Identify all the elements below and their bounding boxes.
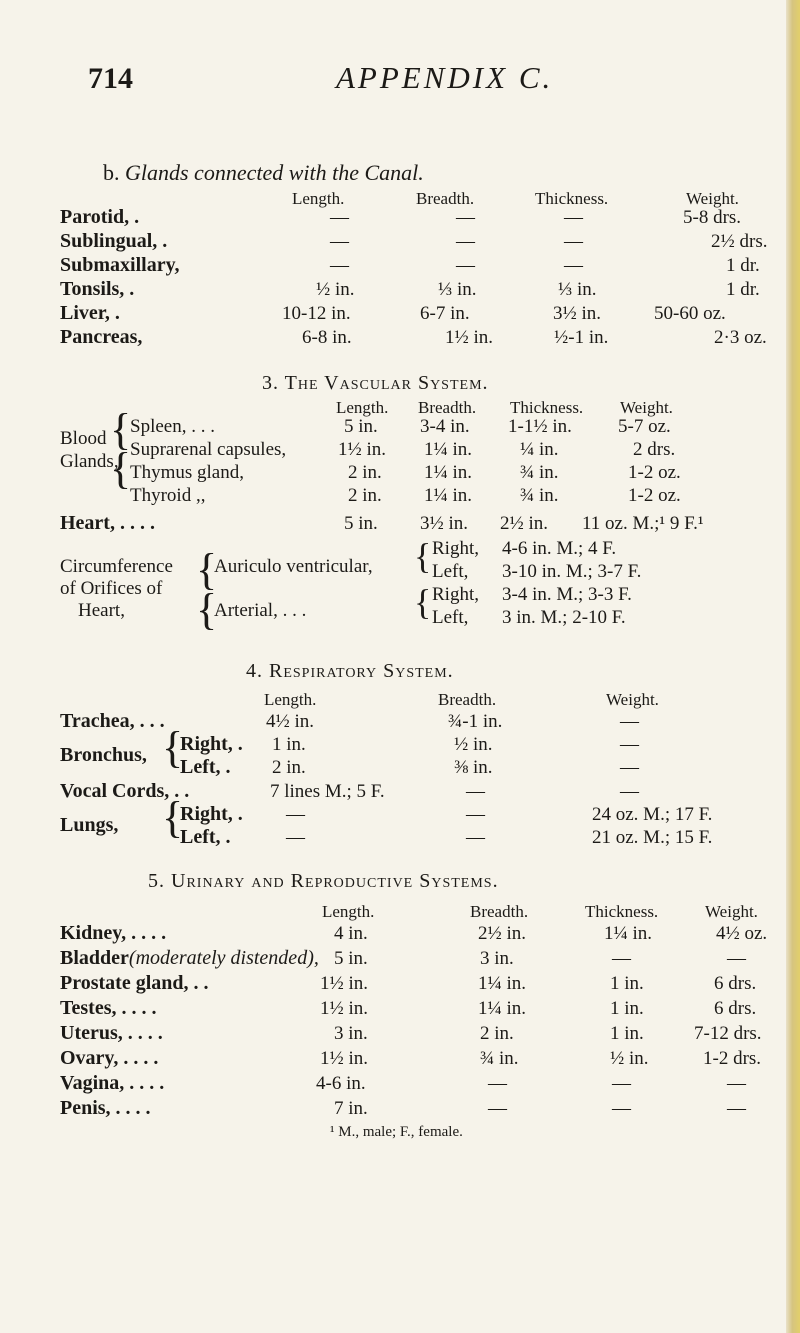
arterial-label: Arterial, . . . xyxy=(214,600,307,621)
table-row-label: Submaxillary, xyxy=(60,254,180,276)
table-cell: 50-60 oz. xyxy=(654,303,726,324)
brace-icon: { xyxy=(162,723,184,772)
table-row-label: Penis, . . . . xyxy=(60,1097,151,1119)
table-row-label: Ovary, . . . . xyxy=(60,1047,159,1069)
table-row-label: Thyroid ,, xyxy=(130,485,206,506)
table-cell: 2 drs. xyxy=(633,439,676,460)
table-cell: 1 dr. xyxy=(726,279,760,300)
col-weight: Weight. xyxy=(606,690,659,709)
section-3-title: 3. The Vascular System. xyxy=(262,372,489,394)
table-cell: 4 in. xyxy=(334,923,368,944)
table-cell: ¼ in. xyxy=(520,439,559,460)
table-cell: — xyxy=(330,207,349,228)
col-weight: Weight. xyxy=(686,189,739,208)
orifice-value: 3-10 in. M.; 3-7 F. xyxy=(502,561,642,582)
orifice-value: 3 in. M.; 2-10 F. xyxy=(502,607,626,628)
trachea-label: Trachea, . . . xyxy=(60,710,165,732)
orifices-label: Heart, xyxy=(78,600,125,621)
table-row-label: Tonsils, . xyxy=(60,278,135,300)
table-cell: ¾ in. xyxy=(480,1048,519,1069)
table-cell: 2½ in. xyxy=(500,513,549,534)
auriculo-label: Auriculo ventricular, xyxy=(214,556,373,577)
table-cell: 1¼ in. xyxy=(424,462,473,483)
bronchus-label: Bronchus, xyxy=(60,744,147,766)
table-cell: ½ in. xyxy=(316,279,355,300)
section-5-title: 5. Urinary and Reproductive Systems. xyxy=(148,870,499,892)
section-b-title: Glands connected with the Canal. xyxy=(125,160,424,185)
group-label-glands: Glands, xyxy=(60,451,119,472)
lungs-side: Left, . xyxy=(180,826,231,848)
table-cell: — xyxy=(564,231,583,252)
heart-label: Heart, . . . . xyxy=(60,512,155,534)
table-cell: — xyxy=(286,804,305,825)
table-cell: — xyxy=(330,231,349,252)
table-cell: 5 in. xyxy=(344,513,378,534)
bronchus-side: Right, . xyxy=(180,733,243,755)
table-cell: — xyxy=(488,1073,507,1094)
table-cell: 2·3 oz. xyxy=(714,327,767,348)
table-cell: 1-2 oz. xyxy=(628,485,681,506)
table-cell: 1¼ in. xyxy=(424,439,473,460)
table-row-label: Suprarenal capsules, xyxy=(130,439,287,460)
brace-icon: { xyxy=(414,536,432,576)
table-cell: 1¼ in. xyxy=(424,485,473,506)
table-cell: 11 oz. M.;¹ 9 F.¹ xyxy=(582,513,704,534)
table-cell: — xyxy=(456,255,475,276)
table-cell: 4½ oz. xyxy=(716,923,768,944)
table-row-label xyxy=(60,947,319,970)
table-row-label: Thymus gland, xyxy=(130,462,244,483)
table-cell: ⅓ in. xyxy=(438,279,477,300)
col-thickness: Thickness. xyxy=(535,189,609,208)
table-cell: ¾ in. xyxy=(520,485,559,506)
table-cell: ⅜ in. xyxy=(454,757,493,778)
col-breadth: Breadth. xyxy=(438,690,497,709)
table-row-label: Sublingual, . xyxy=(60,230,168,252)
table-cell: 1¼ in. xyxy=(478,998,527,1019)
orifice-side: Left, xyxy=(432,607,469,628)
table-cell: 2 in. xyxy=(348,462,382,483)
table-cell: — xyxy=(612,948,631,969)
orifice-side: Right, xyxy=(432,538,479,559)
table-cell: 1½ in. xyxy=(445,327,494,348)
section-b-heading xyxy=(103,160,424,186)
table-cell: 3-4 in. xyxy=(420,416,470,437)
section-b-label: b. xyxy=(103,160,120,185)
table-cell: ½ in. xyxy=(610,1048,649,1069)
table-cell: ¾ in. xyxy=(520,462,559,483)
table-cell: 3 in. xyxy=(480,948,514,969)
bronchus-side: Left, . xyxy=(180,756,231,778)
page-number: 714 xyxy=(88,62,133,95)
table-cell: 6 drs. xyxy=(714,998,757,1019)
col-length: Length. xyxy=(264,690,317,709)
table-cell: — xyxy=(620,734,639,755)
table-cell: — xyxy=(564,207,583,228)
table-cell: 1 in. xyxy=(610,973,644,994)
table-row-label: Spleen, . . . xyxy=(130,416,215,437)
table-cell: ½ in. xyxy=(454,734,493,755)
table-cell: ½-1 in. xyxy=(554,327,609,348)
table-cell: 1½ in. xyxy=(320,998,369,1019)
brace-icon: { xyxy=(110,444,132,493)
table-cell: 1-2 drs. xyxy=(703,1048,762,1069)
table-cell: — xyxy=(456,207,475,228)
table-cell: 1¼ in. xyxy=(604,923,653,944)
brace-icon: { xyxy=(110,405,132,454)
group-label-blood: Blood xyxy=(60,428,107,449)
table-row-label: Liver, . xyxy=(60,302,120,324)
table-cell: 7 in. xyxy=(334,1098,368,1119)
table-cell: 1 dr. xyxy=(726,255,760,276)
table-cell: 1½ in. xyxy=(338,439,387,460)
col-length: Length. xyxy=(292,189,345,208)
table-cell: 10-12 in. xyxy=(282,303,351,324)
bladder-label: Bladder xyxy=(60,947,129,969)
table-cell: 3 in. xyxy=(334,1023,368,1044)
table-cell: 1½ in. xyxy=(320,1048,369,1069)
orifices-label: of Orifices of xyxy=(60,578,163,599)
lungs-side: Right, . xyxy=(180,803,243,825)
col-breadth: Breadth. xyxy=(416,189,475,208)
brace-icon: { xyxy=(162,793,184,842)
table-cell: 7-12 drs. xyxy=(694,1023,762,1044)
table-row-label: Kidney, . . . . xyxy=(60,922,167,944)
table-cell: 2 in. xyxy=(272,757,306,778)
table-cell: 1-1½ in. xyxy=(508,416,572,437)
table-cell: 21 oz. M.; 15 F. xyxy=(592,827,713,848)
table-row-label: Parotid, . xyxy=(60,206,140,228)
orifice-value: 4-6 in. M.; 4 F. xyxy=(502,538,617,559)
table-cell: 1 in. xyxy=(610,998,644,1019)
table-cell: — xyxy=(620,781,639,802)
page-edge xyxy=(786,0,800,1333)
footnote: ¹ M., male; F., female. xyxy=(330,1124,463,1140)
table-cell: — xyxy=(727,1098,746,1119)
orifices-label: Circumference xyxy=(60,556,173,577)
table-cell: 6-7 in. xyxy=(420,303,470,324)
brace-icon: { xyxy=(196,545,218,594)
table-cell: 1 in. xyxy=(272,734,306,755)
table-cell: 5-8 drs. xyxy=(683,207,742,228)
table-row-label: Uterus, . . . . xyxy=(60,1022,163,1044)
bladder-note: (moderately distended), xyxy=(128,947,319,969)
table-cell: 2 in. xyxy=(348,485,382,506)
table-cell: 1¼ in. xyxy=(478,973,527,994)
page-title: APPENDIX C. xyxy=(336,60,554,95)
table-row-label: Testes, . . . . xyxy=(60,997,157,1019)
table-cell: 2½ in. xyxy=(478,923,527,944)
table-row-label: Pancreas, xyxy=(60,326,143,348)
orifice-side: Left, xyxy=(432,561,469,582)
col-weight: Weight. xyxy=(620,398,673,417)
table-cell: — xyxy=(286,827,305,848)
table-cell: — xyxy=(456,231,475,252)
table-cell: — xyxy=(620,711,639,732)
table-cell: 5-7 oz. xyxy=(618,416,671,437)
section-4-title: 4. Respiratory System. xyxy=(246,660,454,682)
col-thickness: Thickness. xyxy=(510,398,584,417)
brace-icon: { xyxy=(414,582,432,622)
col-thickness: Thickness. xyxy=(585,902,659,921)
table-cell: — xyxy=(466,827,485,848)
table-cell: 7 lines M.; 5 F. xyxy=(270,781,385,802)
table-cell: 5 in. xyxy=(344,416,378,437)
orifice-side: Right, xyxy=(432,584,479,605)
table-cell: 5 in. xyxy=(334,948,368,969)
table-cell: 1-2 oz. xyxy=(628,462,681,483)
table-cell: 1½ in. xyxy=(320,973,369,994)
table-cell: — xyxy=(330,255,349,276)
table-cell: ¾-1 in. xyxy=(448,711,503,732)
table-cell: — xyxy=(466,781,485,802)
table-cell: 24 oz. M.; 17 F. xyxy=(592,804,713,825)
col-breadth: Breadth. xyxy=(418,398,477,417)
lungs-label: Lungs, xyxy=(60,814,119,836)
table-cell: 6 drs. xyxy=(714,973,757,994)
table-cell: 2½ drs. xyxy=(711,231,768,252)
table-cell: 2 in. xyxy=(480,1023,514,1044)
table-cell: — xyxy=(466,804,485,825)
col-weight: Weight. xyxy=(705,902,758,921)
brace-icon: { xyxy=(196,585,218,634)
table-cell: — xyxy=(620,757,639,778)
col-length: Length. xyxy=(336,398,389,417)
table-row-label: Vagina, . . . . xyxy=(60,1072,165,1094)
table-cell: 4-6 in. xyxy=(316,1073,366,1094)
table-cell: — xyxy=(564,255,583,276)
table-row-label: Prostate gland, . . xyxy=(60,972,209,994)
table-cell: 6-8 in. xyxy=(302,327,352,348)
vocal-cords-label: Vocal Cords, . . xyxy=(60,780,190,802)
table-cell: — xyxy=(727,1073,746,1094)
table-cell: 3½ in. xyxy=(553,303,602,324)
col-length: Length. xyxy=(322,902,375,921)
table-cell: — xyxy=(612,1073,631,1094)
table-cell: — xyxy=(612,1098,631,1119)
orifice-value: 3-4 in. M.; 3-3 F. xyxy=(502,584,632,605)
table-cell: — xyxy=(488,1098,507,1119)
table-cell: ⅓ in. xyxy=(558,279,597,300)
col-breadth: Breadth. xyxy=(470,902,529,921)
table-cell: — xyxy=(727,948,746,969)
table-cell: 3½ in. xyxy=(420,513,469,534)
table-cell: 4½ in. xyxy=(266,711,315,732)
table-cell: 1 in. xyxy=(610,1023,644,1044)
